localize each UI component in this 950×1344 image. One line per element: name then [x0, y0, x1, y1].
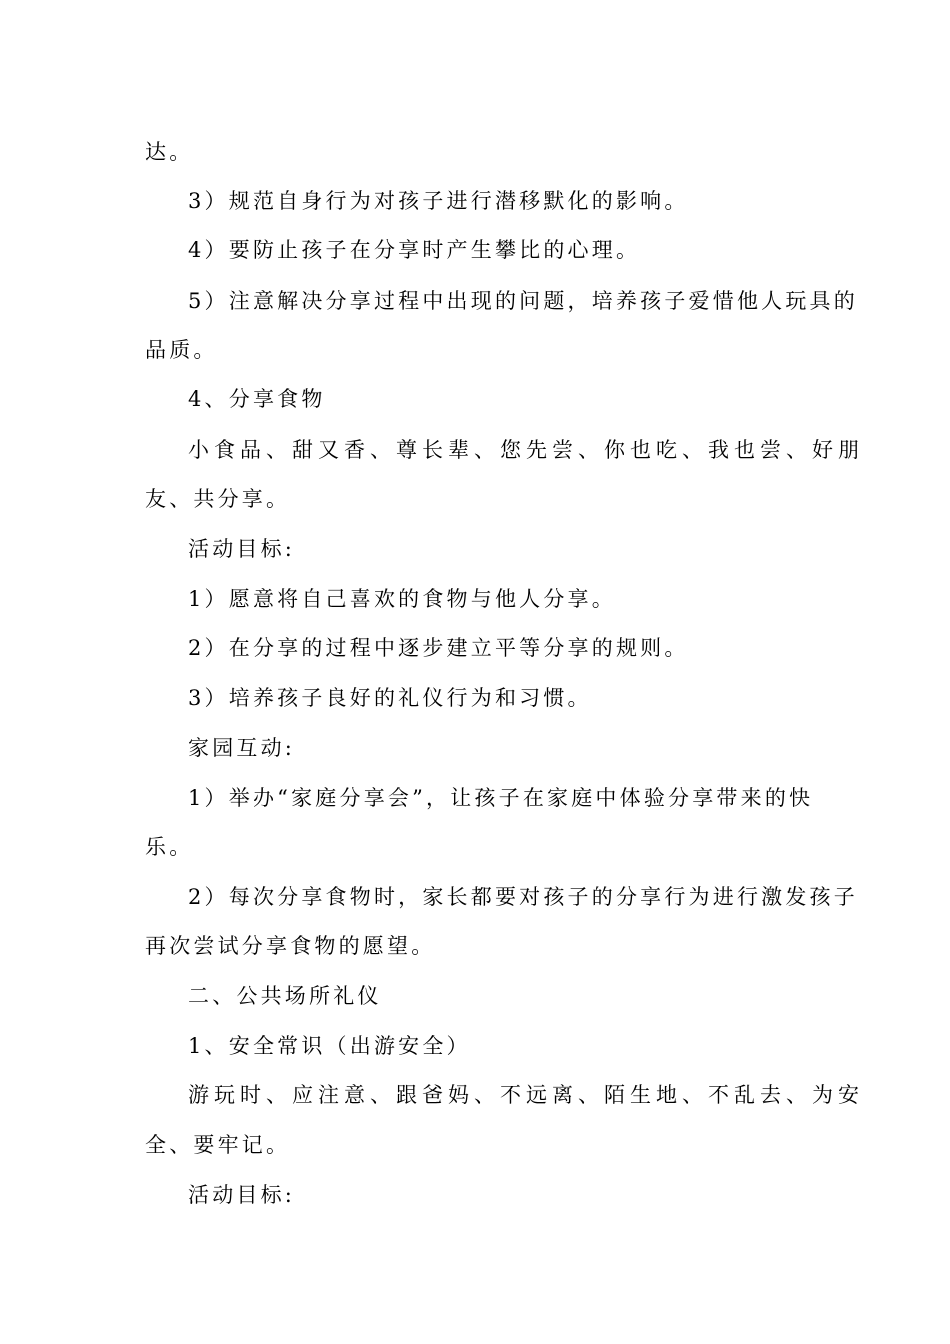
text-line: 3）规范自身行为对孩子进行潜移默化的影响。 [188, 189, 689, 213]
section-heading: 1、安全常识（出游安全） [188, 1034, 471, 1058]
section-heading: 二、公共场所礼仪 [188, 984, 382, 1008]
subheading: 家园互动: [188, 736, 296, 760]
text-line: 4）要防止孩子在分享时产生攀比的心理。 [188, 238, 641, 262]
text-line: 小食品、甜又香、尊长辈、您先尝、你也吃、我也尝、好朋 [188, 438, 864, 462]
text-line: 5）注意解决分享过程中出现的问题，培养孩子爱惜他人玩具的 [188, 289, 858, 313]
text-line: 品质。 [145, 338, 218, 362]
section-heading: 4、分享食物 [188, 387, 326, 411]
text-line: 1）举办“家庭分享会”，让孩子在家庭中体验分享带来的快 [188, 786, 814, 810]
text-line: 再次尝试分享食物的愿望。 [145, 934, 436, 958]
text-line: 友、共分享。 [145, 487, 291, 511]
text-line: 游玩时、应注意、跟爸妈、不远离、陌生地、不乱去、为安 [188, 1083, 864, 1107]
subheading: 活动目标: [188, 537, 296, 561]
subheading: 活动目标: [188, 1183, 296, 1207]
text-line: 3）培养孩子良好的礼仪行为和习惯。 [188, 686, 592, 710]
text-line: 乐。 [145, 835, 194, 859]
text-line: 达。 [145, 140, 194, 164]
text-line: 2）每次分享食物时，家长都要对孩子的分享行为进行激发孩子 [188, 885, 858, 909]
text-line: 全、要牢记。 [145, 1133, 291, 1157]
text-line: 1）愿意将自己喜欢的食物与他人分享。 [188, 587, 616, 611]
text-line: 2）在分享的过程中逐步建立平等分享的规则。 [188, 636, 689, 660]
